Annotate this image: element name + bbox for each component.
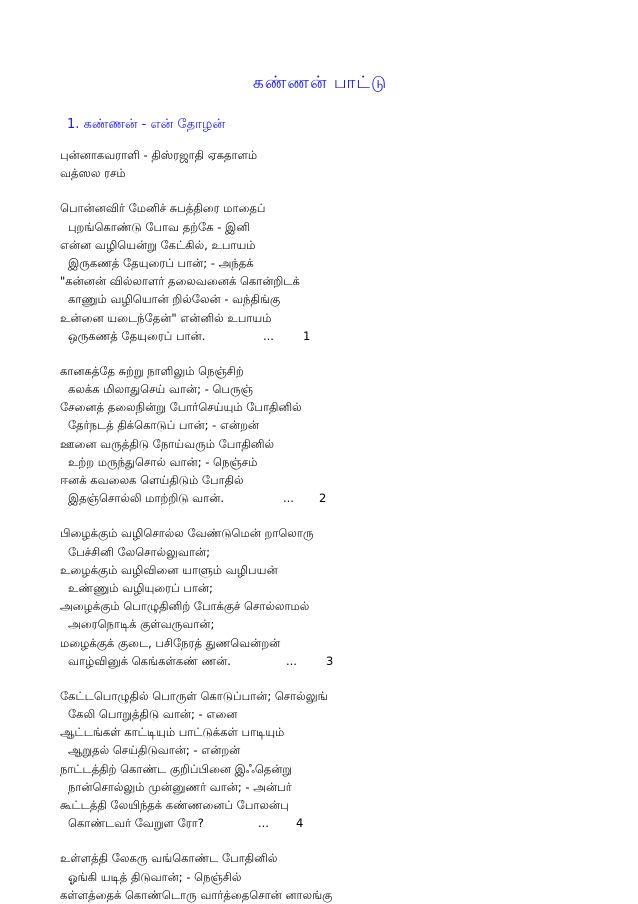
verse-line: உள்ளத்தி லேகரு வங்கொண்ட போதினில் xyxy=(60,851,278,866)
section-title: 1. கண்ணன் - என் தோழன் xyxy=(67,117,225,132)
verse-line: மழைக்குக் குடை, பசிநேரத் துணவென்றன் xyxy=(60,635,281,650)
verse-line: பேச்சினி லேசொல்லுவான்; xyxy=(68,544,210,559)
verse-number: 3 xyxy=(326,653,334,668)
verse-line: உன்னை யடைந்தேன்" என்னில் உபாயம் xyxy=(60,310,272,325)
verse-number: 4 xyxy=(296,816,304,831)
verse-line-final xyxy=(60,489,600,507)
verse-line: உண்ணும் வழியுரைப் பான்; xyxy=(68,580,213,595)
stanza-1 xyxy=(60,199,600,345)
stanza-3 xyxy=(60,524,600,670)
verse-line: இருகணத் தேயுரைப் பான்; - அந்தக் xyxy=(68,255,254,270)
verse-line: பொன்னவிர் மேனிச் சுபத்திரை மாதைப் xyxy=(60,201,266,216)
page-title: கண்ணன் பாட்டு xyxy=(252,73,388,93)
ellipsis: ... xyxy=(258,816,269,831)
verse-line: நாட்டத்திற் கொண்ட குறிப்பினை இஃதென்று xyxy=(60,761,293,776)
verse-line: கேட்டபொழுதில் பொருள் கொடுப்பான்; சொல்லுங் xyxy=(60,688,328,703)
verse-line: ஆறுதல் செய்திடுவான்; - என்றன் xyxy=(68,743,241,758)
verse-number: 2 xyxy=(319,491,327,506)
verse-line-final xyxy=(60,327,600,345)
verse-line: சேனைத் தலைநின்று போர்செய்யும் போதினில் xyxy=(60,400,302,415)
stanza-4 xyxy=(60,687,600,833)
ellipsis: ... xyxy=(283,491,294,506)
verse-text: வாழ்வினுக் கெங்கள்கண் ணன். xyxy=(68,653,231,668)
verse-line: ஊனை வருத்திடு நோய்வரும் போதினில் xyxy=(60,436,275,451)
verse-line: ஆட்டங்கள் காட்டியும் பாட்டுக்கள் பாடியும் xyxy=(60,725,285,740)
verse-line: ஓங்கி யடித் திடுவான்; - நெஞ்சில் xyxy=(68,869,242,884)
rasa-line: வத்ஸல ரசம் xyxy=(60,166,126,181)
raga-line: புன்னாகவராளி - திஸ்ரஜாதி ஏகதாளம் xyxy=(60,148,258,162)
verse-line: உழைக்கும் வழிவினை யாளும் வழிபயன் xyxy=(60,562,278,577)
verse-line: புறங்கொண்டு போவ தற்கே - இனி xyxy=(68,219,250,234)
verse-text: ஒருகணத் தேயுரைப் பான். xyxy=(68,328,206,343)
ellipsis: ... xyxy=(263,328,274,343)
stanza-2 xyxy=(60,362,600,508)
verse-line: கானகத்தே சுற்று நாளிலும் நெஞ்சிற் xyxy=(60,363,244,378)
verse-text: கொண்டவர் வேறுள ரோ? xyxy=(68,816,204,831)
verse-line: ஈனக் கவலைக ளெய்திடும் போதில் xyxy=(60,473,244,487)
verse-line: காணும் வழியொன் றில்லேன் - வந்திங்கு xyxy=(68,292,281,307)
verse-line: கலக்க மிலாதுசெய் வான்; - பெருஞ் xyxy=(68,382,253,397)
stanza-5 xyxy=(60,849,600,904)
verse-line-final xyxy=(60,652,600,670)
verse-line: அழைக்கும் பொழுதினிற் போக்குச் சொல்லாமல் xyxy=(60,599,310,614)
verse-number: 1 xyxy=(303,328,311,343)
verse-text: இதஞ்சொல்லி மாற்றிடு வான். xyxy=(68,491,224,506)
verse-line: "கன்னன் வில்லாளர் தலைவனைக் கொன்றிடக் xyxy=(60,274,300,289)
verse-line: பிழைக்கும் வழிசொல்ல வேண்டுமென் றாலொரு xyxy=(60,526,314,541)
verse-line: உற்ற மருந்துசொல் வான்; - நெஞ்சம் xyxy=(68,454,258,469)
verse-line: என்ன வழியென்று கேட்கில், உபாயம் xyxy=(60,237,256,252)
verse-line-final xyxy=(60,814,600,832)
verse-line: தேர்நடத் திக்கொடுப் பான்; - என்றன் xyxy=(68,418,260,433)
verse-line: நான்சொல்லும் முன்னுணர் வான்; - அன்பர் xyxy=(68,779,292,794)
verse-line: கூட்டத்தி லேயிந்தக் கண்ணனைப் போலன்பு xyxy=(60,798,289,812)
poem-body xyxy=(60,146,600,904)
ellipsis: ... xyxy=(286,653,297,668)
verse-line: கள்ளத்தைக் கொண்டொரு வார்த்தைசொன் னாலங்கு xyxy=(60,887,333,902)
verse-line: அரைநொடிக் குள்வருவான்; xyxy=(68,617,215,632)
verse-line: கேலி பொறுத்திடு வான்; - எனை xyxy=(68,707,238,722)
